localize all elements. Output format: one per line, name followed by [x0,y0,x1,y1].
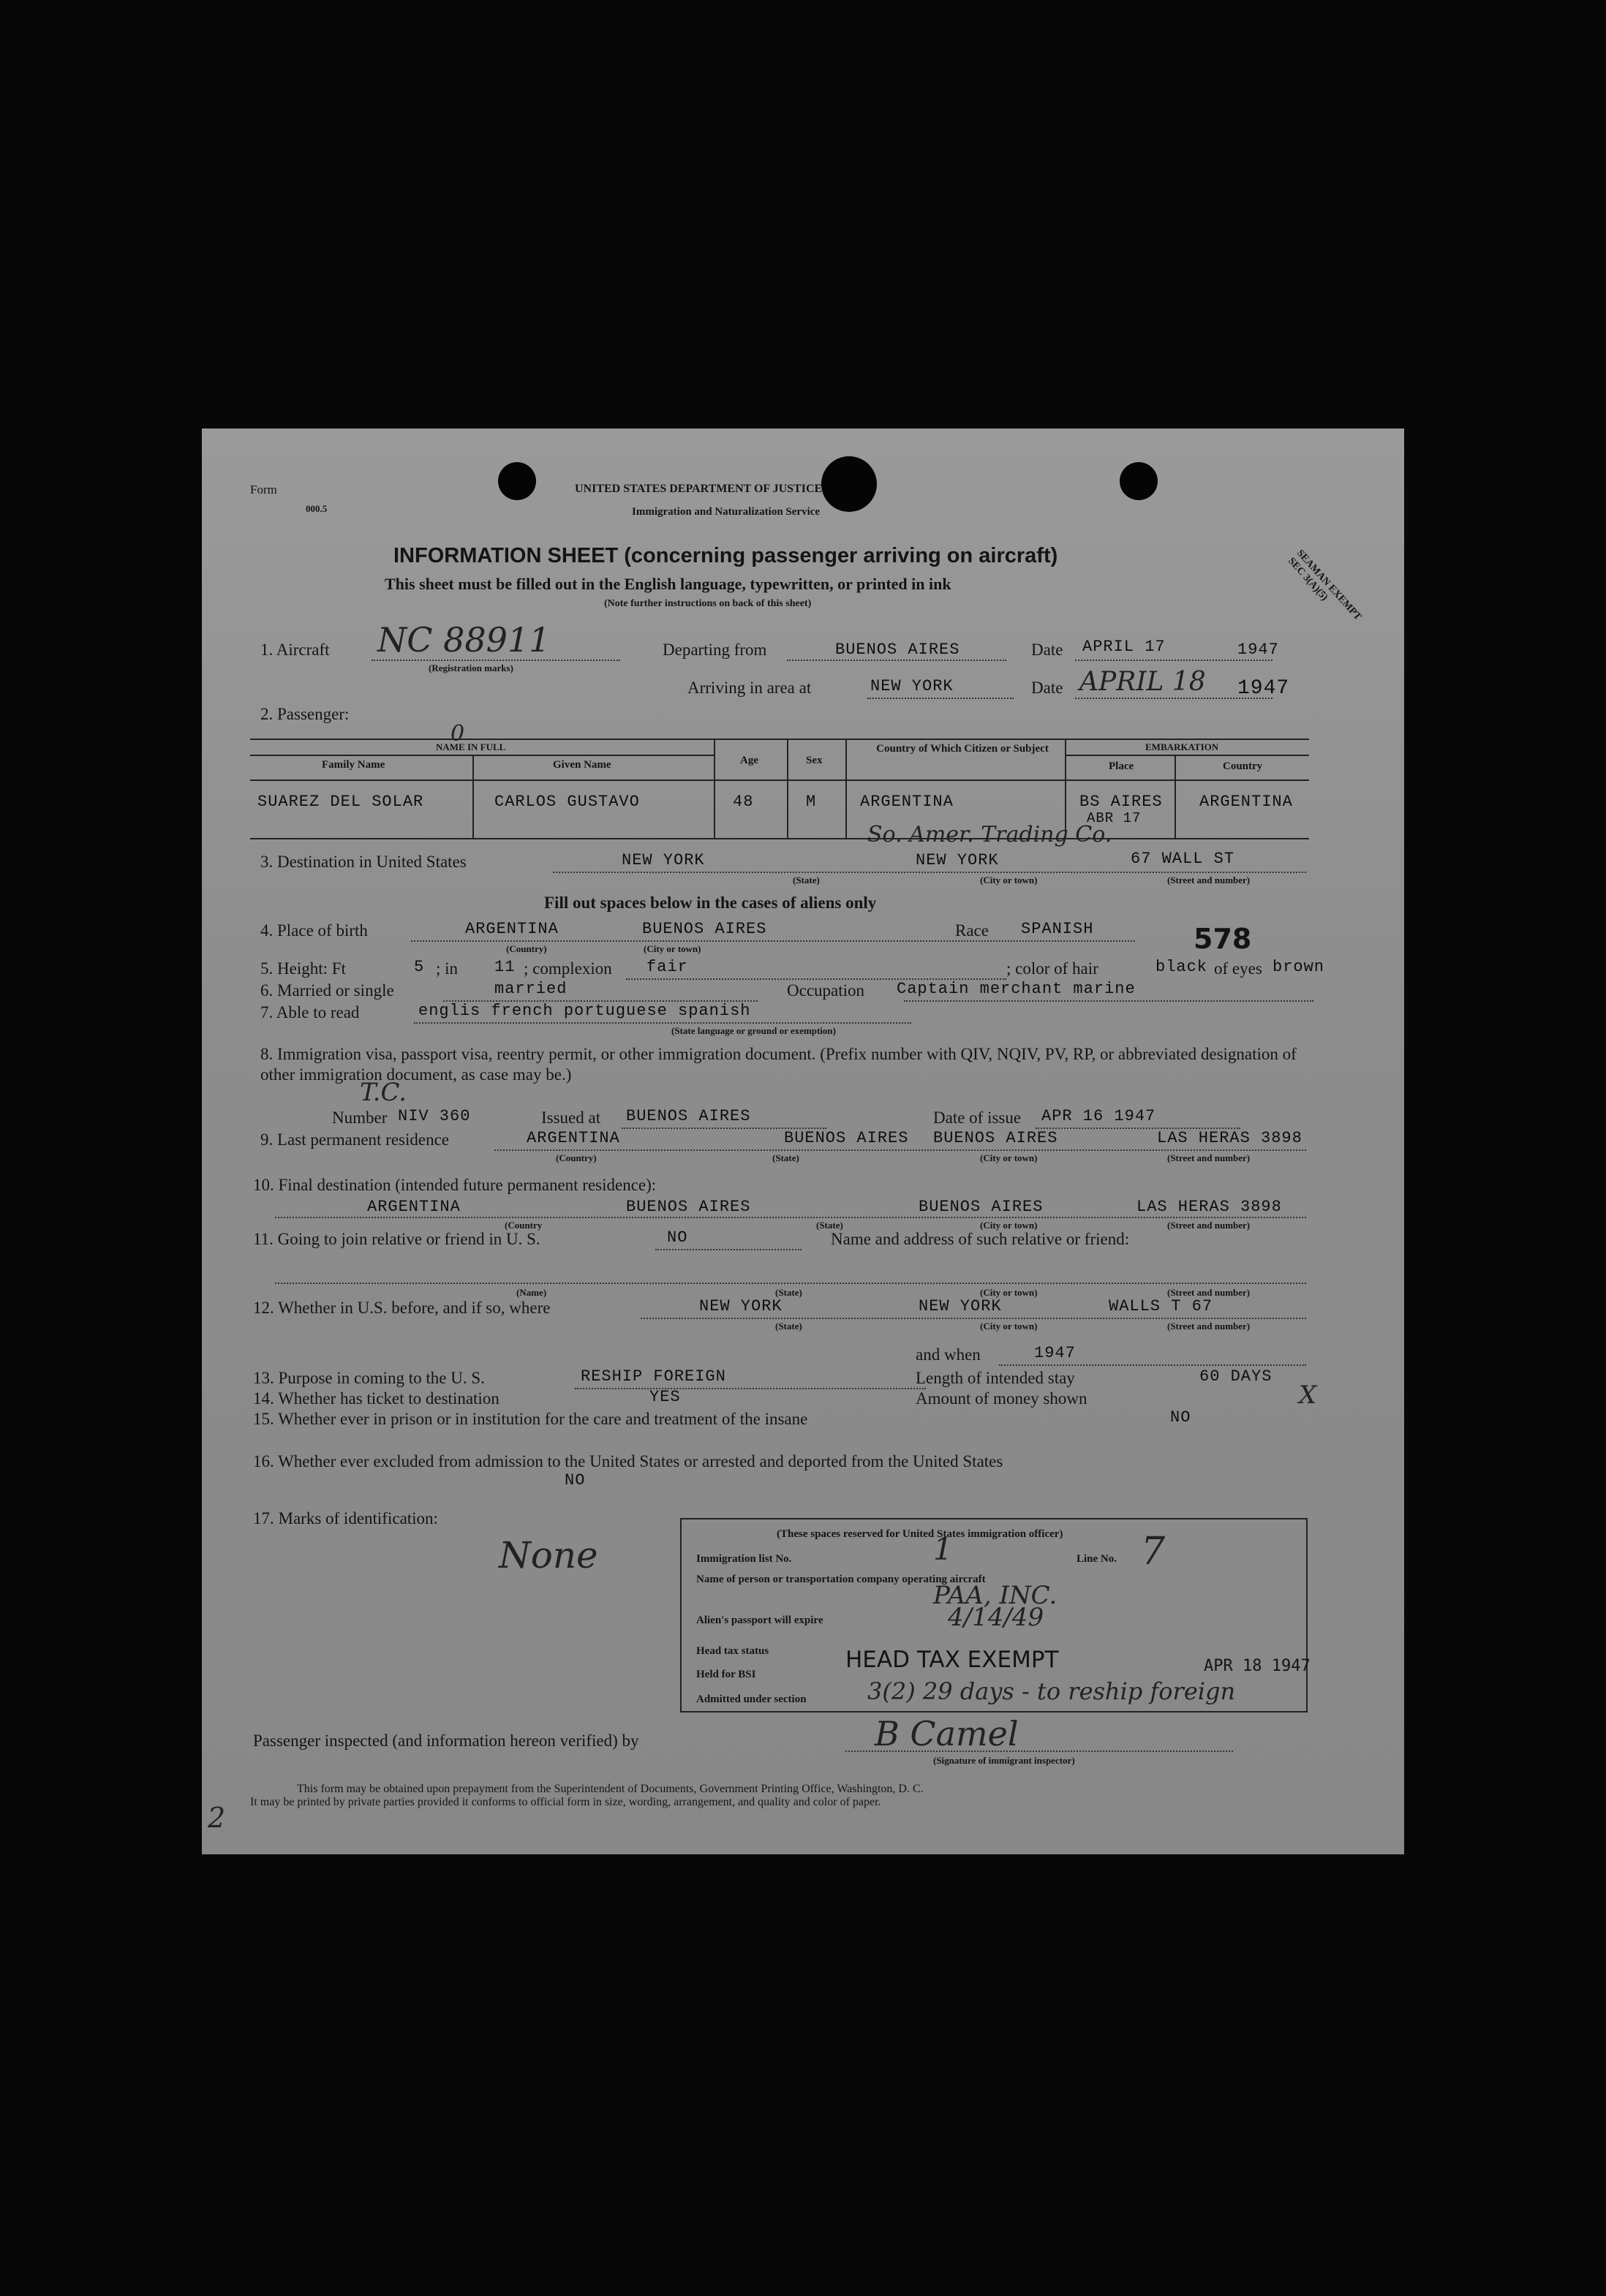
residence-country: ARGENTINA [527,1129,620,1147]
document-number: NIV 360 [398,1107,471,1125]
form-number: 000.5 [306,503,328,514]
departing-from: BUENOS AIRES [835,641,960,659]
previous-caption-city: (City or town) [980,1321,1038,1332]
embark-country: ARGENTINA [1199,793,1293,811]
company-label: Name of person or transportation company operating aircraft [696,1574,986,1585]
previous-street: WALLS T 67 [1109,1297,1213,1315]
form-label: Form [250,483,277,496]
inspector-signature: B Camel [875,1714,1019,1753]
birth-city: BUENOS AIRES [642,920,767,938]
previous-caption-street: (Street and number) [1167,1321,1251,1332]
issue-date-label: Date of issue [933,1109,1022,1127]
destination-street: 67 WALL ST [1131,850,1235,868]
col-country: Country [1223,760,1263,772]
final-caption-country: (Country [505,1220,543,1231]
punch-hole-center [821,456,877,512]
age: 48 [733,793,754,811]
joining-value: NO [667,1228,688,1247]
previous-when: 1947 [1034,1344,1076,1362]
residence-state: BUENOS AIRES [784,1129,909,1147]
departure-date: APRIL 17 [1082,638,1166,656]
document-annotation: T.C. [360,1078,407,1107]
col-place: Place [1109,760,1134,772]
passenger-label: 2. Passenger: [260,705,350,723]
aircraft-label: 1. Aircraft [260,641,330,659]
excluded-label: 16. Whether ever excluded from admission to the United States or arrested and deported from the United States [253,1452,1003,1470]
inches-label: ; in [436,959,459,978]
residence-caption-state: (State) [772,1152,799,1163]
instruction-line: This sheet must be filled out in the English language, typewritten, or printed in ink [385,575,951,593]
form-sheet [202,428,1404,1854]
previous-state: NEW YORK [699,1297,783,1315]
arriving-at: NEW YORK [870,677,954,695]
complexion-label: ; complexion [524,959,612,978]
marks-label: 17. Marks of identification: [253,1509,438,1527]
joining-caption-street: (Street and number) [1167,1287,1251,1298]
occupation-label: Occupation [787,981,865,1000]
section-label: Admitted under section [696,1693,807,1705]
purpose-label: 13. Purpose in coming to the U. S. [253,1369,485,1387]
department-name: UNITED STATES DEPARTMENT OF JUSTICE [575,483,823,495]
joining-caption-state: (State) [775,1287,802,1298]
residence-city: BUENOS AIRES [933,1129,1058,1147]
line-label: Line No. [1077,1553,1117,1565]
height-feet: 5 [414,958,425,976]
sex: M [806,793,817,811]
col-citizenship: Country of Which Citizen or Subject [876,743,1049,755]
aliens-heading: Fill out spaces below in the cases of aliens only [544,894,877,912]
residence-label: 9. Last permanent residence [260,1130,449,1149]
company: PAA, INC. [933,1581,1058,1610]
departure-date-label: Date [1031,641,1063,659]
tax-status-stamp: HEAD TAX EXEMPT [845,1647,1059,1673]
birth-caption-city: (City or town) [644,943,701,954]
final-city: BUENOS AIRES [919,1198,1044,1216]
number-label: Number [332,1109,388,1127]
birth-caption-country: (Country) [506,943,547,954]
occupation: Captain merchant marine [897,980,1136,998]
complexion: fair [646,958,688,976]
document-label: 8. Immigration visa, passport visa, reentry permit, or other immigration document. (Prefix number with QIV, NQIV, PV, RP, or abbreviated designation of other immigration document, as case may be.) [260,1045,1297,1084]
race-label: Race [955,921,989,940]
col-name-in-full: NAME IN FULL [436,741,506,752]
arrival-date-label: Date [1031,679,1063,697]
page-mark: 2 [208,1802,226,1834]
inspection-label: Passenger inspected (and information hereon verified) by [253,1732,639,1750]
final-street: LAS HERAS 3898 [1136,1198,1282,1216]
joining-name-label: Name and address of such relative or friend: [831,1230,1130,1248]
registration-caption: (Registration marks) [429,662,513,673]
birth-label: 4. Place of birth [260,921,368,940]
issued-label: Issued at [541,1109,601,1127]
final-caption-street: (Street and number) [1167,1220,1251,1231]
joining-caption-city: (City or town) [980,1287,1038,1298]
given-name: CARLOS GUSTAVO [494,793,640,811]
final-state: BUENOS AIRES [626,1198,751,1216]
list-no: 1 [933,1531,953,1567]
col-age: Age [740,755,758,766]
date-of-issue: APR 16 1947 [1041,1107,1156,1125]
previous-caption-state: (State) [775,1321,802,1332]
bsi-label: Held for BSI [696,1669,756,1680]
stay-label: Length of intended stay [916,1369,1075,1387]
race-code: 578 [1194,923,1252,955]
when-label: and when [916,1345,981,1364]
departure-year: 1947 [1237,641,1279,659]
col-given-name: Given Name [553,759,611,771]
ticket: YES [649,1388,681,1406]
col-family-name: Family Name [322,759,385,771]
line-no: 7 [1141,1530,1166,1574]
height-label: 5. Height: Ft [260,959,346,978]
marital-status: married [494,980,568,998]
caption-state: (State) [793,875,820,885]
birth-country: ARGENTINA [465,920,559,938]
passport-label: Alien's passport will expire [696,1615,823,1626]
marital-label: 6. Married or single [260,981,394,1000]
departing-label: Departing from [663,641,767,659]
destination-company: So. Amer. Trading Co. [867,822,1112,847]
money-label: Amount of money shown [916,1389,1087,1408]
languages-caption: (State language or ground or exemption) [671,1025,836,1036]
passport-expiry: 4/14/49 [948,1603,1044,1632]
money: X [1299,1381,1317,1410]
joining-label: 11. Going to join relative or friend in U. S. [253,1230,540,1248]
punch-hole-right [1120,462,1158,500]
prison: NO [1170,1408,1191,1427]
purpose: RESHIP FOREIGN [581,1367,726,1386]
residence-caption-city: (City or town) [980,1152,1038,1163]
punch-hole-left [498,462,536,500]
residence-caption-country: (Country) [556,1152,597,1163]
aircraft-registration: NC 88911 [377,620,551,660]
list-label: Immigration list No. [696,1553,792,1565]
final-caption-state: (State) [816,1220,843,1231]
arrival-year: 1947 [1237,677,1290,700]
footer-line-2: It may be printed by private parties provided it conforms to official form in size, wording, arrangement, and quality and color of paper. [250,1796,881,1808]
ticket-label: 14. Whether has ticket to destination [253,1389,499,1408]
height-inches: 11 [494,958,516,976]
issued-at: BUENOS AIRES [626,1107,751,1125]
hair: black [1156,958,1208,976]
destination-state: NEW YORK [622,851,705,869]
inspection-caption: (Signature of immigrant inspector) [933,1755,1075,1766]
col-embarkation: EMBARKATION [1145,741,1219,752]
arriving-label: Arriving in area at [687,679,812,697]
form-title: INFORMATION SHEET (concerning passenger arriving on aircraft) [393,544,1058,567]
caption-city: (City or town) [980,875,1038,885]
joining-caption-name: (Name) [516,1287,547,1298]
tax-label: Head tax status [696,1645,769,1657]
date-stamp: APR 18 1947 [1204,1657,1311,1675]
race: SPANISH [1021,920,1094,938]
stay: 60 DAYS [1199,1367,1273,1386]
previous-label: 12. Whether in U.S. before, and if so, where [253,1299,551,1317]
marks-value: None [499,1534,598,1576]
footer-line-1: This form may be obtained upon prepayment from the Superintendent of Documents, Government Printing Office, Washington, D. C. [297,1783,924,1795]
family-name: SUAREZ DEL SOLAR [257,793,424,811]
hair-label: ; color of hair [1006,959,1098,978]
citizenship: ARGENTINA [860,793,954,811]
officer-box-header: (These spaces reserved for United States immigration officer) [777,1528,1063,1540]
eyes: brown [1273,958,1325,976]
final-destination-label: 10. Final destination (intended future permanent residence): [253,1176,657,1194]
languages: englis french portuguese spanish [418,1002,751,1020]
instruction-note: (Note further instructions on back of this sheet) [604,598,812,609]
final-country: ARGENTINA [367,1198,461,1216]
section: 3(2) 29 days - to reship foreign [867,1677,1236,1705]
eyes-label: of eyes [1214,959,1262,978]
service-name: Immigration and Naturalization Service [632,506,821,518]
caption-street: (Street and number) [1167,875,1251,885]
languages-label: 7. Able to read [260,1003,360,1022]
residence-street: LAS HERAS 3898 [1157,1129,1302,1147]
col-sex: Sex [806,755,823,766]
embark-place: BS AIRES [1079,793,1163,811]
residence-caption-street: (Street and number) [1167,1152,1251,1163]
excluded: NO [565,1471,586,1489]
destination-city: NEW YORK [916,851,999,869]
final-caption-city: (City or town) [980,1220,1038,1231]
seaman-exempt-stamp: SEAMAN EXEMPT SEC 3(A)(5) [1286,548,1363,623]
previous-city: NEW YORK [919,1297,1002,1315]
destination-label: 3. Destination in United States [260,853,467,871]
prison-label: 15. Whether ever in prison or in institution for the care and treatment of the insane [253,1410,808,1428]
family-name-mark: 0 [450,721,465,747]
arrival-date: APRIL 18 [1079,667,1206,697]
embark-date: ABR 17 [1087,810,1142,826]
